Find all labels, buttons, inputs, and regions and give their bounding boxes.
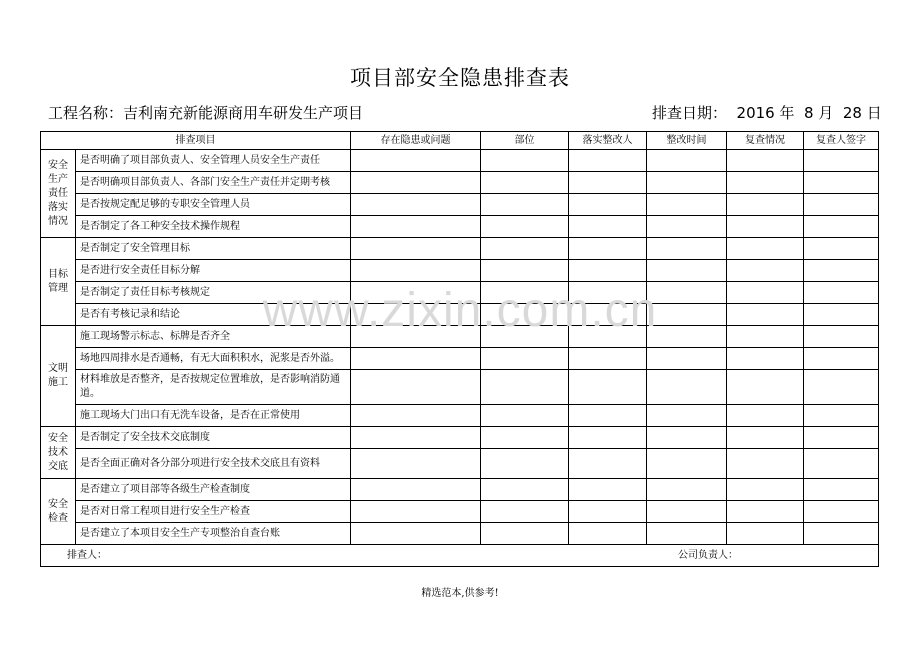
issue-cell[interactable] bbox=[351, 150, 481, 172]
deadline-cell[interactable] bbox=[647, 172, 727, 194]
deadline-cell[interactable] bbox=[647, 216, 727, 238]
signature-cell[interactable] bbox=[804, 282, 879, 304]
signature-cell[interactable] bbox=[804, 238, 879, 260]
table-row bbox=[41, 216, 879, 238]
signature-cell[interactable] bbox=[804, 479, 879, 501]
review-cell[interactable] bbox=[727, 479, 804, 501]
header-cell: 存在隐患或问题 bbox=[351, 132, 481, 150]
responsible-cell[interactable] bbox=[569, 523, 647, 545]
watermark: www.zixin.com.cn bbox=[262, 284, 658, 337]
item-cell: 是否制定了安全技术交底制度 bbox=[76, 427, 351, 449]
deadline-cell[interactable] bbox=[647, 238, 727, 260]
issue-cell[interactable] bbox=[351, 326, 481, 348]
signature-row bbox=[41, 545, 879, 567]
issue-cell[interactable] bbox=[351, 304, 481, 326]
responsible-cell[interactable] bbox=[569, 501, 647, 523]
table-row bbox=[41, 194, 879, 216]
location-cell[interactable] bbox=[481, 405, 569, 427]
review-cell[interactable] bbox=[727, 172, 804, 194]
inspection-table bbox=[40, 131, 879, 567]
responsible-cell[interactable] bbox=[569, 348, 647, 370]
category-cell: 安全生产责任落实情况 bbox=[41, 150, 76, 238]
item-cell: 是否明确项目部负责人、各部门安全生产责任并定期考核 bbox=[76, 172, 351, 194]
issue-cell[interactable] bbox=[351, 523, 481, 545]
signature-cell[interactable] bbox=[804, 523, 879, 545]
issue-cell[interactable] bbox=[351, 501, 481, 523]
issue-cell[interactable] bbox=[351, 172, 481, 194]
issue-cell[interactable] bbox=[351, 238, 481, 260]
item-cell: 是否制定了责任目标考核规定 bbox=[76, 282, 351, 304]
signature-cell[interactable] bbox=[804, 501, 879, 523]
signature-cell[interactable] bbox=[804, 304, 879, 326]
deadline-cell[interactable] bbox=[647, 501, 727, 523]
header-cell: 复查情况 bbox=[727, 132, 804, 150]
location-cell[interactable] bbox=[481, 479, 569, 501]
responsible-cell[interactable] bbox=[569, 238, 647, 260]
issue-cell[interactable] bbox=[351, 405, 481, 427]
issue-cell[interactable] bbox=[351, 260, 481, 282]
header-cell: 落实整改人 bbox=[569, 132, 647, 150]
deadline-cell[interactable] bbox=[647, 479, 727, 501]
responsible-cell[interactable] bbox=[569, 304, 647, 326]
review-cell[interactable] bbox=[727, 523, 804, 545]
deadline-cell[interactable] bbox=[647, 427, 727, 449]
table-row bbox=[41, 326, 879, 348]
table-row bbox=[41, 405, 879, 427]
category-cell: 安全技术交底 bbox=[41, 427, 76, 479]
issue-cell[interactable] bbox=[351, 282, 481, 304]
signature-cell[interactable] bbox=[804, 427, 879, 449]
signature-cell[interactable] bbox=[804, 405, 879, 427]
deadline-cell[interactable] bbox=[647, 348, 727, 370]
review-cell[interactable] bbox=[727, 282, 804, 304]
review-cell[interactable] bbox=[727, 405, 804, 427]
review-cell[interactable] bbox=[727, 501, 804, 523]
inspector-label: 排查人： bbox=[67, 549, 107, 561]
item-cell: 材料堆放是否整齐，是否按规定位置堆放，是否影响消防通道。 bbox=[76, 370, 351, 405]
review-cell[interactable] bbox=[727, 348, 804, 370]
issue-cell[interactable] bbox=[351, 479, 481, 501]
review-cell[interactable] bbox=[727, 370, 804, 405]
inspection-date: 排查日期： 2016 年 8 月 28 日 bbox=[652, 104, 882, 122]
header-row bbox=[41, 132, 879, 150]
location-cell[interactable] bbox=[481, 282, 569, 304]
location-cell[interactable] bbox=[481, 238, 569, 260]
table-row bbox=[41, 501, 879, 523]
issue-cell[interactable] bbox=[351, 194, 481, 216]
issue-cell[interactable] bbox=[351, 427, 481, 449]
responsible-cell[interactable] bbox=[569, 405, 647, 427]
item-cell: 是否对日常工程项目进行安全生产检查 bbox=[76, 501, 351, 523]
item-cell: 施工现场警示标志、标牌是否齐全 bbox=[76, 326, 351, 348]
item-cell: 是否制定了各工种安全技术操作规程 bbox=[76, 216, 351, 238]
responsible-cell[interactable] bbox=[569, 194, 647, 216]
responsible-cell[interactable] bbox=[569, 216, 647, 238]
signature-cell[interactable] bbox=[804, 216, 879, 238]
table-row bbox=[41, 348, 879, 370]
location-cell[interactable] bbox=[481, 172, 569, 194]
category-cell: 安全检查 bbox=[41, 479, 76, 545]
item-cell: 是否建立了本项目安全生产专项整治自查台账 bbox=[76, 523, 351, 545]
item-cell: 是否全面正确对各分部分项进行安全技术交底且有资料 bbox=[76, 449, 351, 479]
location-cell[interactable] bbox=[481, 370, 569, 405]
review-cell[interactable] bbox=[727, 304, 804, 326]
signature-cell[interactable] bbox=[804, 449, 879, 479]
review-cell[interactable] bbox=[727, 427, 804, 449]
table-row bbox=[41, 238, 879, 260]
review-cell[interactable] bbox=[727, 150, 804, 172]
issue-cell[interactable] bbox=[351, 370, 481, 405]
deadline-cell[interactable] bbox=[647, 150, 727, 172]
signature-cell[interactable] bbox=[804, 348, 879, 370]
review-cell[interactable] bbox=[727, 449, 804, 479]
deadline-cell[interactable] bbox=[647, 523, 727, 545]
table-row bbox=[41, 479, 879, 501]
review-cell[interactable] bbox=[727, 194, 804, 216]
item-cell: 是否有考核记录和结论 bbox=[76, 304, 351, 326]
deadline-cell[interactable] bbox=[647, 260, 727, 282]
footer-cell bbox=[41, 545, 879, 567]
header-cell: 整改时间 bbox=[647, 132, 727, 150]
issue-cell[interactable] bbox=[351, 348, 481, 370]
category-cell: 文明施工 bbox=[41, 326, 76, 427]
signature-cell[interactable] bbox=[804, 370, 879, 405]
header-cell: 复查人签字 bbox=[804, 132, 879, 150]
location-cell[interactable] bbox=[481, 216, 569, 238]
item-cell: 是否制定了安全管理目标 bbox=[76, 238, 351, 260]
deadline-cell[interactable] bbox=[647, 326, 727, 348]
location-cell[interactable] bbox=[481, 449, 569, 479]
location-cell[interactable] bbox=[481, 150, 569, 172]
deadline-cell[interactable] bbox=[647, 405, 727, 427]
review-cell[interactable] bbox=[727, 326, 804, 348]
item-cell: 场地四周排水是否通畅，有无大面积积水，泥浆是否外溢。 bbox=[76, 348, 351, 370]
issue-cell[interactable] bbox=[351, 216, 481, 238]
deadline-cell[interactable] bbox=[647, 449, 727, 479]
table-row bbox=[41, 449, 879, 479]
responsible-cell[interactable] bbox=[569, 260, 647, 282]
responsible-cell[interactable] bbox=[569, 427, 647, 449]
signature-cell[interactable] bbox=[804, 326, 879, 348]
deadline-cell[interactable] bbox=[647, 194, 727, 216]
location-cell[interactable] bbox=[481, 326, 569, 348]
table-row bbox=[41, 370, 879, 405]
header-cell: 部位 bbox=[481, 132, 569, 150]
responsible-cell[interactable] bbox=[569, 172, 647, 194]
table-row bbox=[41, 260, 879, 282]
responsible-cell[interactable] bbox=[569, 370, 647, 405]
review-cell[interactable] bbox=[727, 260, 804, 282]
table-row bbox=[41, 304, 879, 326]
responsible-cell[interactable] bbox=[569, 479, 647, 501]
location-cell[interactable] bbox=[481, 348, 569, 370]
category-cell: 目标管理 bbox=[41, 238, 76, 326]
location-cell[interactable] bbox=[481, 523, 569, 545]
deadline-cell[interactable] bbox=[647, 282, 727, 304]
responsible-cell[interactable] bbox=[569, 282, 647, 304]
item-cell: 施工现场大门出口有无洗车设备，是否在正常使用 bbox=[76, 405, 351, 427]
location-cell[interactable] bbox=[481, 260, 569, 282]
deadline-cell[interactable] bbox=[647, 370, 727, 405]
deadline-cell[interactable] bbox=[647, 304, 727, 326]
item-cell: 是否明确了项目部负责人、安全管理人员安全生产责任 bbox=[76, 150, 351, 172]
responsible-cell[interactable] bbox=[569, 449, 647, 479]
table-row bbox=[41, 150, 879, 172]
item-cell: 是否按规定配足够的专职安全管理人员 bbox=[76, 194, 351, 216]
header-cell: 排查项目 bbox=[41, 132, 351, 150]
signature-cell[interactable] bbox=[804, 260, 879, 282]
location-cell[interactable] bbox=[481, 304, 569, 326]
item-cell: 是否进行安全责任目标分解 bbox=[76, 260, 351, 282]
review-cell[interactable] bbox=[727, 216, 804, 238]
item-cell: 是否建立了项目部等各级生产检查制度 bbox=[76, 479, 351, 501]
issue-cell[interactable] bbox=[351, 449, 481, 479]
signature-cell[interactable] bbox=[804, 194, 879, 216]
location-cell[interactable] bbox=[481, 501, 569, 523]
signature-cell[interactable] bbox=[804, 150, 879, 172]
company-head-label: 公司负责人： bbox=[678, 549, 738, 561]
responsible-cell[interactable] bbox=[569, 150, 647, 172]
location-cell[interactable] bbox=[481, 194, 569, 216]
responsible-cell[interactable] bbox=[569, 326, 647, 348]
review-cell[interactable] bbox=[727, 238, 804, 260]
table-row bbox=[41, 427, 879, 449]
table-row bbox=[41, 523, 879, 545]
signature-cell[interactable] bbox=[804, 172, 879, 194]
footnote: 精选范本,供参考! bbox=[421, 588, 499, 599]
project-name: 工程名称：吉利南充新能源商用车研发生产项目 bbox=[48, 104, 364, 122]
location-cell[interactable] bbox=[481, 427, 569, 449]
table-row bbox=[41, 282, 879, 304]
page-title: 项目部安全隐患排查表 bbox=[350, 66, 570, 90]
table-row bbox=[41, 172, 879, 194]
